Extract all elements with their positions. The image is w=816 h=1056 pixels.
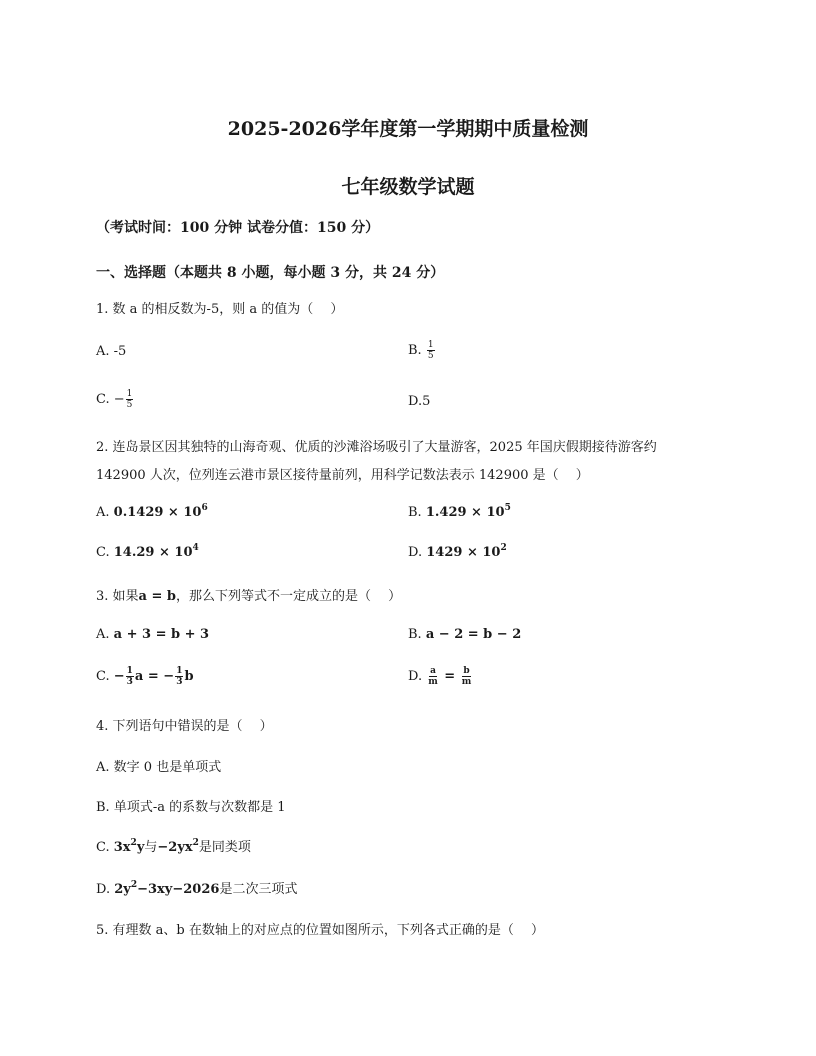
question-5-stem: 5. 有理数 a、b 在数轴上的对应点的位置如图所示，下列各式正确的是（ ） — [96, 923, 545, 938]
fraction: $\frac{1}{3}$ — [176, 666, 183, 687]
question-3-option-b: B. a − 2 = b − 2 — [408, 627, 522, 642]
question-2-stem-line-1: 2. 连岛景区因其独特的山海奇观、优质的沙滩浴场吸引了大量游客，2025 年国庆假期接待游客约 — [96, 440, 657, 455]
question-3-option-a: A. a + 3 = b + 3 — [96, 627, 210, 642]
fraction: $\frac{1}{5}$ — [126, 389, 133, 410]
question-3-stem: 3. 如果a = b，那么下列等式不一定成立的是（ ） — [96, 589, 402, 604]
question-3-option-c: C. − $\frac{1}{3}$ a = − $\frac{1}{3}$ b — [96, 666, 194, 687]
question-1-option-a: A. -5 — [96, 344, 127, 359]
exam-info: （考试时间：100 分钟 试卷分值：150 分） — [96, 220, 380, 236]
question-1-option-d: D.5 — [408, 394, 431, 409]
question-4-option-d: D. $2y^2-3xy-2026$是二次三项式 — [96, 880, 298, 897]
question-2-option-c: C. $14.29 \times 10^4$ — [96, 543, 199, 560]
question-4-option-b: B. 单项式-a 的系数与次数都是 1 — [96, 800, 286, 815]
question-1-option-b: B. $\frac{1}{5}$ — [408, 340, 434, 361]
question-4-stem: 4. 下列语句中错误的是（ ） — [96, 719, 273, 734]
fraction: $\frac{a}{m}$ — [428, 666, 438, 687]
question-2-option-b: B. $1.429 \times 10^5$ — [408, 503, 511, 520]
exam-subtitle: 七年级数学试题 — [341, 176, 475, 198]
exam-title: 2025-2026学年度第一学期期中质量检测 — [227, 118, 589, 140]
question-4-option-a: A. 数字 0 也是单项式 — [96, 760, 222, 775]
question-1-option-c: C. − $\frac{1}{5}$ — [96, 389, 133, 410]
question-1-stem: 1. 数 a 的相反数为-5，则 a 的值为（ ） — [96, 302, 344, 317]
question-4-option-c: C. $3x^2y$与$-2yx^2$是同类项 — [96, 838, 251, 855]
question-2-option-a: A. $0.1429 \times 10^6$ — [96, 503, 208, 520]
question-2-option-d: D. $1429 \times 10^2$ — [408, 543, 507, 560]
fraction: $\frac{1}{5}$ — [427, 340, 434, 361]
section-heading-choice: 一、选择题（本题共 8 小题，每小题 3 分，共 24 分） — [96, 265, 445, 281]
question-2-stem-line-2: 142900 人次，位列连云港市景区接待量前列，用科学记数法表示 142900 是（ ） — [96, 468, 589, 483]
fraction: $\frac{1}{3}$ — [126, 666, 133, 687]
question-3-option-d: D. $\frac{a}{m}$ = $\frac{b}{m}$ — [408, 666, 472, 687]
fraction: $\frac{b}{m}$ — [461, 666, 472, 687]
